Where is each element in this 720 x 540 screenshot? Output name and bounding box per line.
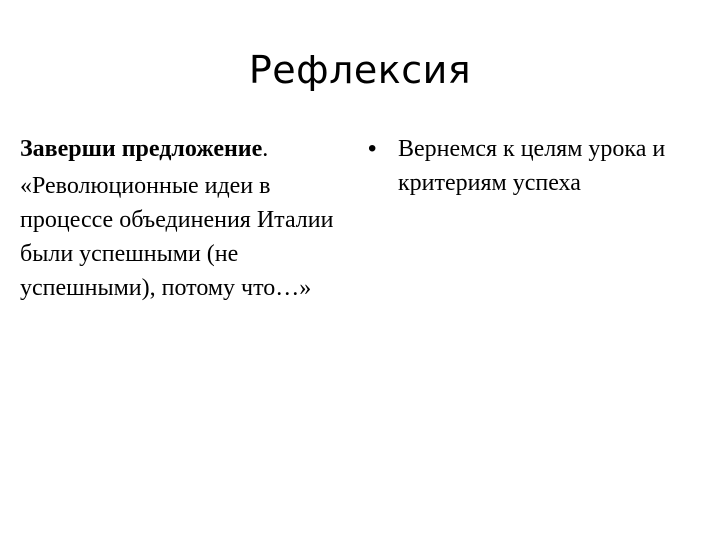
bullet-text: Вернемся к целям урока и критериям успеха [398, 136, 666, 196]
task-period: . [262, 136, 269, 162]
bullet-list [368, 132, 668, 200]
sentence-prompt: «Революционные идеи в процессе объединения Италии были успешными (не успешными), потому что…» [20, 173, 334, 301]
task-label: Заверши предложение [20, 136, 263, 162]
task-instruction [20, 132, 340, 166]
right-text-block [368, 132, 668, 200]
slide-title: Рефлексия [248, 48, 472, 92]
left-text-block [20, 132, 340, 305]
bullet-dot-icon: • [368, 135, 377, 162]
bullet-item [368, 132, 668, 200]
